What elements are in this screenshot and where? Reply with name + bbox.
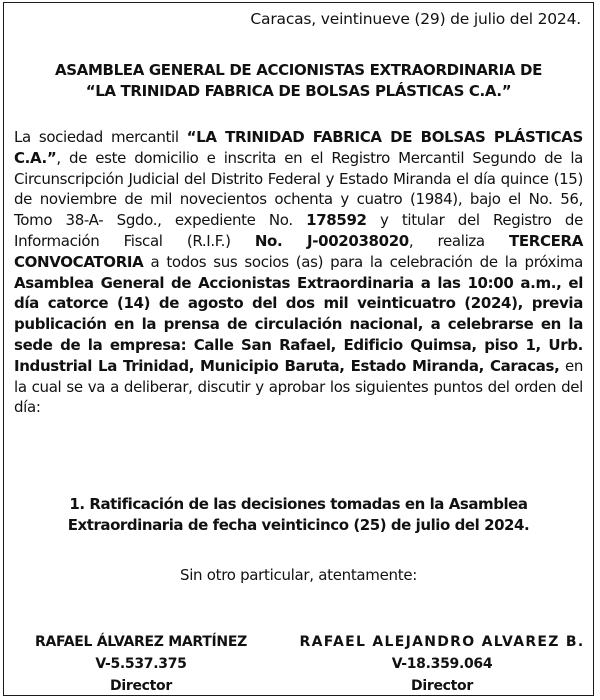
body-text-5: a todos sus socios (as) para la celebración de la próxima xyxy=(143,252,583,271)
legal-notice xyxy=(3,2,594,696)
signature-block-2 xyxy=(294,631,590,697)
dateline: Caracas, veintinueve (29) de julio del 2024. xyxy=(250,10,581,28)
body-text-1: La sociedad mercantil xyxy=(14,128,187,146)
body-text-3: y titular del Registro de Información Fiscal (R.I.F.) xyxy=(14,211,583,250)
convocation-type: TERCERA CONVOCATORIA xyxy=(14,231,583,271)
closing-line: Sin otro particular, atentamente: xyxy=(179,566,418,584)
heading-line-2: “LA TRINIDAD FABRICA DE BOLSAS PLÁSTICAS C.A.” xyxy=(85,82,512,100)
signatory-title: Director xyxy=(411,678,473,694)
signature-block-1 xyxy=(10,631,272,697)
company-name: “LA TRINIDAD FABRICA DE BOLSAS PLÁSTICAS C.A.” xyxy=(14,128,583,167)
meeting-details: Asamblea General de Accionistas Extraordinaria a las 10:00 a.m., el día catorce (14) de agosto del dos mil veinticuatro (2024), previa publicación en la prensa de circulación nacional, a celebrarse en la sede de la empresa: Calle San Rafael, Edificio Quimsa, piso 1, Urb. Industrial La Trinidad, Municipio Baruta, Estado Miranda, Caracas, xyxy=(14,273,583,375)
agenda-line-1: 1. Ratificación de las decisiones tomadas en la Asamblea xyxy=(69,495,528,513)
rif-number: No. J-002038020 xyxy=(254,231,409,250)
signatory-name: RAFAEL ÁLVAREZ MARTÍNEZ xyxy=(35,634,247,650)
heading-line-1: ASAMBLEA GENERAL DE ACCIONISTAS EXTRAORDINARIA DE xyxy=(54,61,543,79)
agenda-line-2: Extraordinaria de fecha veinticinco (25) de julio del 2024. xyxy=(67,516,530,534)
body-text-4: , realiza xyxy=(408,231,509,250)
file-number: 178592 xyxy=(306,211,367,230)
signatory-name: RAFAEL ALEJANDRO ALVAREZ B. xyxy=(299,634,585,650)
signatory-id: V-5.537.375 xyxy=(95,656,187,672)
signatory-title: Director xyxy=(110,678,172,694)
agenda-item xyxy=(12,494,585,536)
signatory-id: V-18.359.064 xyxy=(391,656,493,672)
notice-heading xyxy=(12,60,585,102)
body-text-2: , de este domicilio e inscrita en el Registro Mercantil Segundo de la Circunscripción Judicial del Distrito Federal y Estado Miranda el día quince (15) de noviembre de mil novecientos ochenta y cuatro (1984), bajo el No. 56, Tomo 38-A- Sgdo., expediente No. xyxy=(14,148,583,230)
body-text-6: en la cual se va a deliberar, discutir y aprobar los siguientes puntos del orden del día: xyxy=(14,356,583,417)
notice-body xyxy=(14,127,583,418)
